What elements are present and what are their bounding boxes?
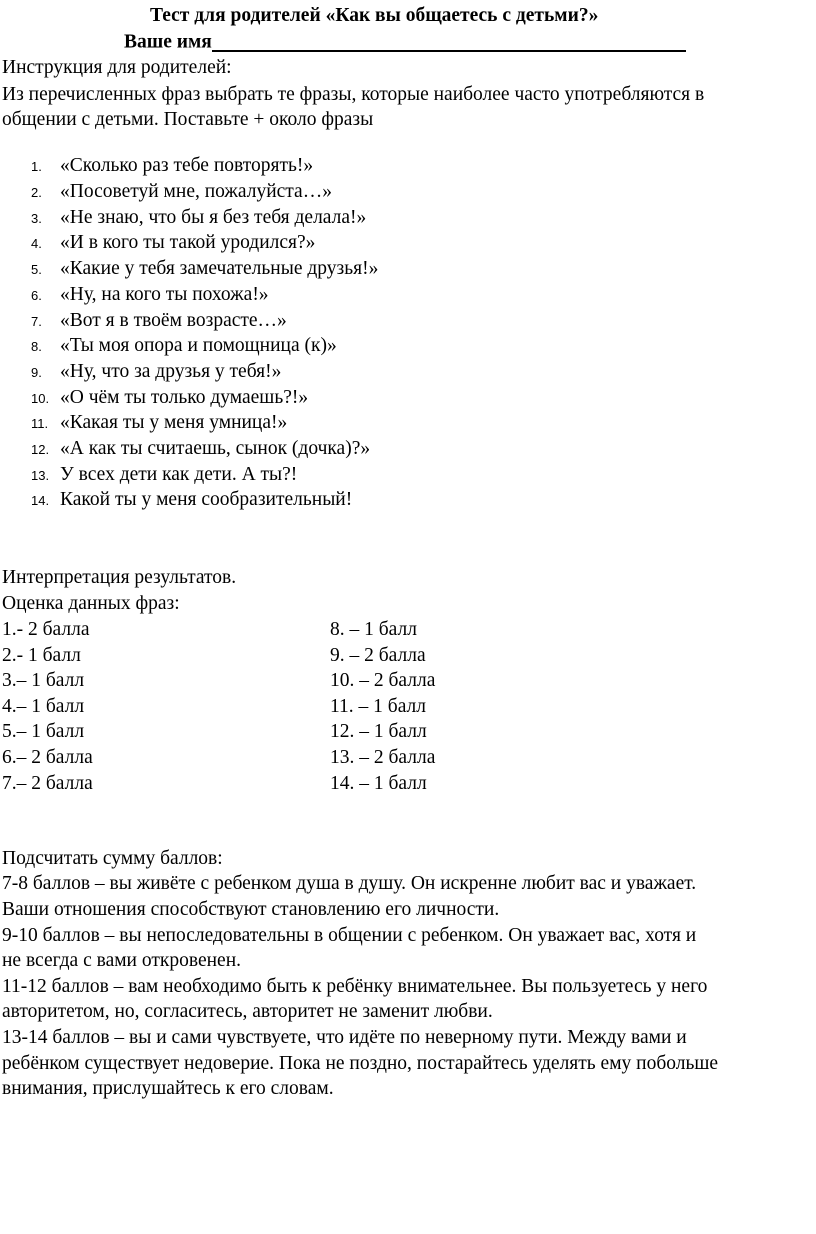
scores-subheading: Оценка данных фраз: — [2, 593, 180, 614]
list-item-number: 8. — [31, 339, 42, 354]
name-blank-line[interactable] — [212, 32, 686, 52]
list-item-text: Какой ты у меня сообразительный! — [60, 489, 353, 510]
list-item-text: У всех дети как дети. А ты?! — [60, 464, 298, 485]
score-right: 12. – 1 балл — [330, 721, 427, 742]
list-item-number: 11. — [31, 416, 49, 431]
list-item-number: 5. — [31, 262, 42, 277]
result-line: 13-14 баллов – вы и сами чувствуете, что идёте по неверному пути. Между вами и — [2, 1027, 687, 1048]
result-line: 11-12 баллов – вам необходимо быть к ребёнку внимательнее. Вы пользуетесь у него — [2, 976, 708, 997]
list-item-text: «Вот я в твоём возрасте…» — [60, 310, 287, 331]
score-right: 10. – 2 балла — [330, 670, 436, 691]
list-item-text: «О чём ты только думаешь?!» — [60, 387, 309, 408]
score-right: 11. – 1 балл — [330, 696, 426, 717]
list-item-number: 14. — [31, 493, 50, 508]
score-right: 9. – 2 балла — [330, 645, 426, 666]
list-item-number: 6. — [31, 288, 42, 303]
page-title: Тест для родителей «Как вы общаетесь с детьми?» — [150, 5, 599, 26]
list-item-text: «Какие у тебя замечательные друзья!» — [60, 258, 379, 279]
list-item-number: 7. — [31, 314, 42, 329]
interpretation-heading: Интерпретация результатов. — [2, 567, 237, 588]
list-item-number: 12. — [31, 442, 50, 457]
score-left: 5.– 1 балл — [2, 721, 85, 742]
score-left: 1.- 2 балла — [2, 619, 90, 640]
list-item-text: «Посоветуй мне, пожалуйста…» — [60, 181, 332, 202]
score-left: 4.– 1 балл — [2, 696, 85, 717]
list-item-number: 2. — [31, 185, 42, 200]
list-item-text: «А как ты считаешь, сынок (дочка)?» — [60, 438, 371, 459]
list-item-number: 4. — [31, 236, 42, 251]
name-field-row — [124, 32, 686, 52]
result-line: Ваши отношения способствуют становлению его личности. — [2, 899, 500, 920]
instruction-line-2: общении с детьми. Поставьте + около фразы — [2, 109, 374, 130]
score-left: 2.- 1 балл — [2, 645, 81, 666]
result-line: не всегда с вами откровенен. — [2, 950, 242, 971]
results-heading: Подсчитать сумму баллов: — [2, 848, 223, 869]
list-item-text: «И в кого ты такой уродился?» — [60, 232, 316, 253]
score-right: 14. – 1 балл — [330, 773, 427, 794]
result-line: 9-10 баллов – вы непоследовательны в общении с ребенком. Он уважает вас, хотя и — [2, 925, 697, 946]
score-left: 3.– 1 балл — [2, 670, 85, 691]
score-right: 8. – 1 балл — [330, 619, 417, 640]
list-item-text: «Не знаю, что бы я без тебя делала!» — [60, 207, 367, 228]
list-item-number: 10. — [31, 391, 50, 406]
list-item-text: «Ты моя опора и помощница (к)» — [60, 335, 337, 356]
list-item-text: «Какая ты у меня умница!» — [60, 412, 288, 433]
list-item-text: «Сколько раз тебе повторять!» — [60, 155, 314, 176]
name-label: Ваше имя — [124, 31, 212, 53]
score-left: 7.– 2 балла — [2, 773, 93, 794]
list-item-number: 9. — [31, 365, 42, 380]
instruction-heading: Инструкция для родителей: — [2, 57, 232, 78]
list-item-number: 13. — [31, 468, 50, 483]
score-right: 13. – 2 балла — [330, 747, 436, 768]
list-item-number: 3. — [31, 211, 42, 226]
list-item-text: «Ну, что за друзья у тебя!» — [60, 361, 282, 382]
instruction-line-1: Из перечисленных фраз выбрать те фразы, которые наиболее часто употребляются в — [2, 84, 705, 105]
result-line: внимания, прислушайтесь к его словам. — [2, 1078, 334, 1099]
result-line: 7-8 баллов – вы живёте с ребенком душа в душу. Он искренне любит вас и уважает. — [2, 873, 697, 894]
result-line: ребёнком существует недоверие. Пока не поздно, постарайтесь уделять ему побольше — [2, 1053, 719, 1074]
list-item-text: «Ну, на кого ты похожа!» — [60, 284, 269, 305]
list-item-number: 1. — [31, 159, 42, 174]
score-left: 6.– 2 балла — [2, 747, 93, 768]
result-line: авторитетом, но, согласитесь, авторитет не заменит любви. — [2, 1001, 493, 1022]
